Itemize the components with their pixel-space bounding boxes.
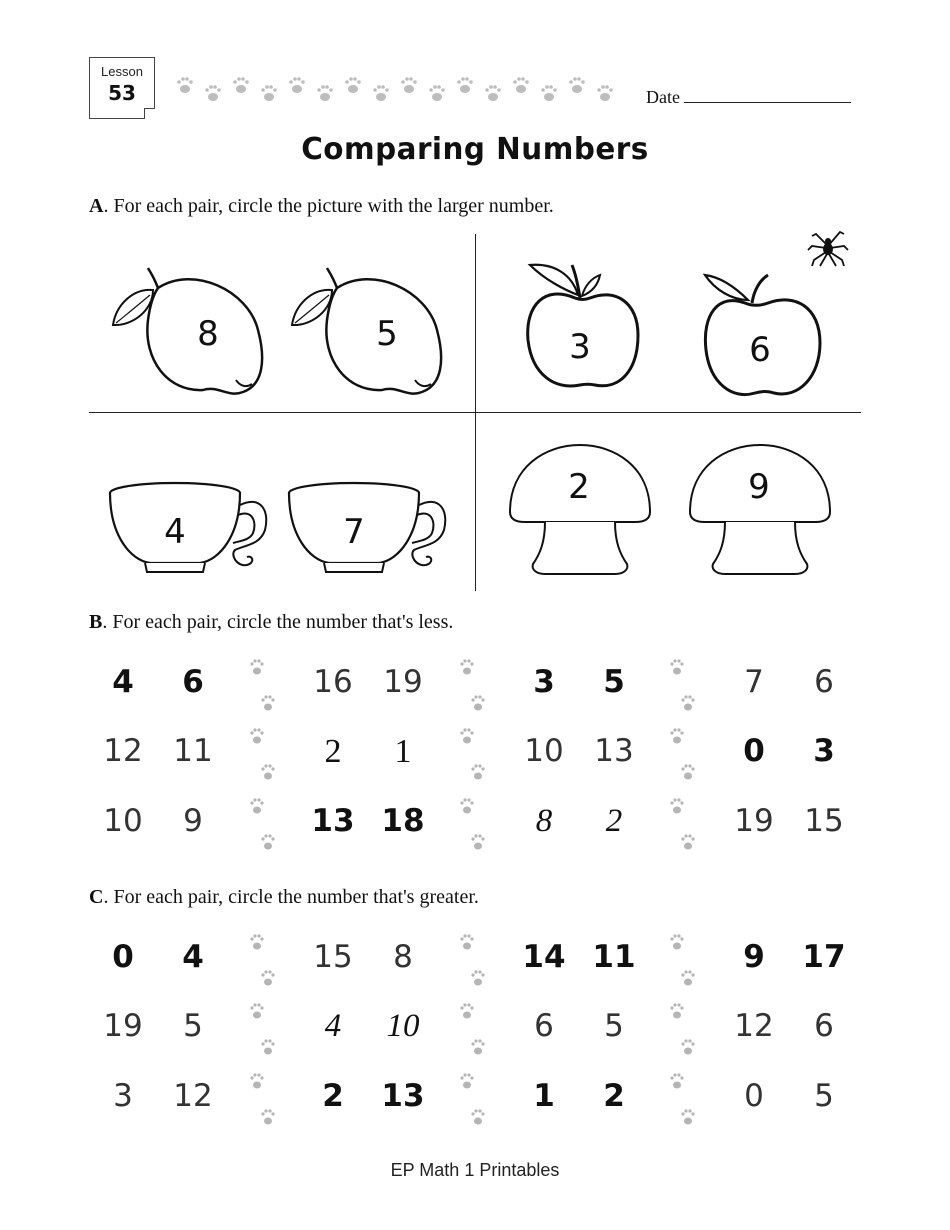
page-footer: EP Math 1 Printables: [390, 1160, 560, 1180]
section-b-number[interactable]: 2: [605, 803, 623, 839]
section-b-text: . For each pair, circle the number that's less.: [102, 611, 454, 633]
section-c-number[interactable]: 19: [103, 1008, 143, 1044]
mushroom-number: 2: [568, 467, 590, 507]
mushroom-number: 9: [748, 467, 770, 507]
section-b-number[interactable]: 5: [603, 664, 625, 700]
section-c-number[interactable]: 15: [313, 939, 353, 975]
teacup-picture-1[interactable]: [105, 450, 275, 610]
section-c-number[interactable]: 14: [522, 939, 566, 975]
paw-print-icon: [458, 654, 488, 724]
section-b-number[interactable]: 0: [743, 733, 765, 769]
paw-print-icon: [248, 998, 278, 1068]
section-b-number[interactable]: 13: [311, 803, 355, 839]
section-b-number[interactable]: 8: [535, 803, 553, 839]
section-b-number[interactable]: 6: [182, 664, 204, 700]
paw-print-icon: [248, 929, 278, 999]
paw-print-icon: [248, 654, 278, 724]
teacup-number: 4: [164, 512, 186, 552]
lemon-icon: [108, 250, 278, 410]
mushroom-icon: [685, 432, 855, 592]
section-a-text: . For each pair, circle the picture with the larger number.: [103, 195, 554, 217]
lesson-label: Lesson: [101, 64, 143, 79]
spider-icon: [806, 226, 850, 270]
apple-icon: [690, 260, 860, 420]
section-b-number[interactable]: 3: [533, 664, 555, 700]
section-c-instruction: [89, 886, 479, 909]
date-field[interactable]: [646, 86, 851, 108]
apple-picture-1[interactable]: [510, 255, 680, 415]
page-title: Comparing Numbers: [301, 132, 649, 167]
teacup-icon: [284, 450, 454, 610]
section-b-number[interactable]: 3: [813, 733, 835, 769]
section-b-number[interactable]: 19: [734, 803, 774, 839]
section-b-number[interactable]: 9: [183, 803, 203, 839]
section-c-number[interactable]: 11: [592, 939, 636, 975]
section-c-letter: C: [89, 886, 104, 908]
apple-number: 3: [569, 327, 591, 367]
section-c-number[interactable]: 6: [534, 1008, 554, 1044]
section-c-number[interactable]: 12: [734, 1008, 774, 1044]
paw-print-icon: [668, 929, 698, 999]
section-c-number[interactable]: 2: [603, 1078, 625, 1114]
mushroom-icon: [505, 432, 675, 592]
paw-print-icon: [458, 1068, 488, 1138]
section-c-number[interactable]: 5: [604, 1008, 624, 1044]
section-b-number[interactable]: 15: [804, 803, 844, 839]
lemon-icon: [287, 250, 457, 410]
section-c-number[interactable]: 6: [814, 1008, 834, 1044]
lesson-number: 53: [108, 81, 136, 105]
paw-print-icon: [458, 929, 488, 999]
lemon-number: 8: [197, 314, 219, 354]
apple-number: 6: [749, 330, 771, 370]
mushroom-picture-1[interactable]: [505, 432, 675, 592]
section-b-number[interactable]: 12: [103, 733, 143, 769]
paw-print-icon: [248, 723, 278, 793]
teacup-icon: [105, 450, 275, 610]
paw-print-border-icon: [175, 70, 625, 110]
section-c-number[interactable]: 2: [322, 1078, 344, 1114]
paw-print-icon: [458, 723, 488, 793]
section-c-number[interactable]: 13: [381, 1078, 425, 1114]
section-a-instruction: [89, 195, 554, 218]
section-b-number[interactable]: 10: [524, 733, 564, 769]
section-c-number[interactable]: 9: [743, 939, 765, 975]
section-c-text: . For each pair, circle the number that's greater.: [103, 886, 479, 908]
section-b-letter: B: [89, 611, 103, 633]
section-c-number[interactable]: 4: [182, 939, 204, 975]
section-c-number[interactable]: 17: [802, 939, 846, 975]
date-blank-line[interactable]: [684, 86, 851, 103]
section-b-number[interactable]: 2: [324, 733, 342, 770]
date-label: Date: [646, 87, 680, 107]
section-b-number[interactable]: 11: [173, 733, 213, 769]
section-c-number[interactable]: 4: [324, 1008, 342, 1044]
paw-print-icon: [668, 1068, 698, 1138]
section-c-number[interactable]: 0: [744, 1078, 764, 1114]
paw-print-icon: [668, 793, 698, 863]
paw-print-icon: [248, 793, 278, 863]
apple-icon: [510, 255, 680, 415]
section-b-number[interactable]: 16: [313, 664, 353, 700]
paw-print-icon: [668, 998, 698, 1068]
teacup-number: 7: [343, 512, 365, 552]
lesson-badge: [89, 57, 155, 119]
section-b-instruction: [89, 611, 453, 634]
lemon-picture-1[interactable]: [108, 250, 278, 410]
lemon-picture-2[interactable]: [287, 250, 457, 410]
section-c-number[interactable]: 3: [113, 1078, 133, 1114]
section-c-number[interactable]: 5: [183, 1008, 203, 1044]
section-b-number[interactable]: 18: [381, 803, 425, 839]
section-b-number[interactable]: 6: [814, 664, 834, 700]
lemon-number: 5: [376, 314, 398, 354]
paw-print-icon: [458, 998, 488, 1068]
section-b-number[interactable]: 4: [112, 664, 134, 700]
section-c-number[interactable]: 8: [393, 939, 413, 975]
paw-print-icon: [668, 654, 698, 724]
section-a-letter: A: [89, 195, 104, 217]
paw-print-icon: [248, 1068, 278, 1138]
section-b-number[interactable]: 1: [394, 733, 412, 770]
paw-print-icon: [668, 723, 698, 793]
section-b-number[interactable]: 10: [103, 803, 143, 839]
paw-print-icon: [458, 793, 488, 863]
mushroom-picture-2[interactable]: [685, 432, 855, 592]
apple-picture-2[interactable]: [690, 260, 860, 420]
section-c-number[interactable]: 0: [112, 939, 134, 975]
section-b-number[interactable]: 19: [383, 664, 423, 700]
section-c-number[interactable]: 1: [533, 1078, 555, 1114]
page-fold-decoration: [144, 108, 155, 119]
section-c-number[interactable]: 12: [173, 1078, 213, 1114]
section-b-number[interactable]: 13: [594, 733, 634, 769]
section-b-number[interactable]: 7: [744, 664, 764, 700]
section-c-number[interactable]: 5: [814, 1078, 834, 1114]
teacup-picture-2[interactable]: [284, 450, 454, 610]
section-c-number[interactable]: 10: [386, 1008, 420, 1044]
